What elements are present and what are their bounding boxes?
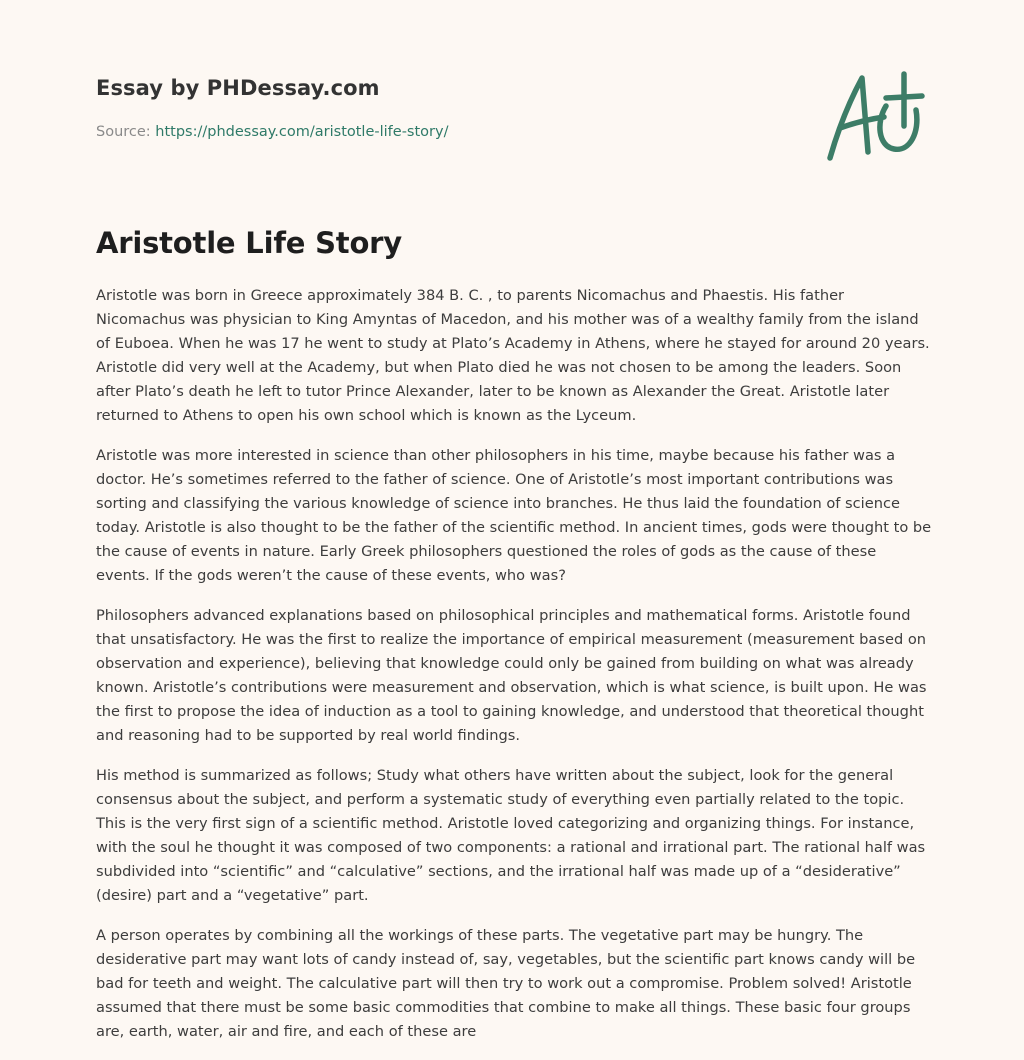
essay-paragraph: A person operates by combining all the workings of these parts. The vegetative part may be hungry. The desiderative part may want lots of candy instead of, say, vegetables, but the scientific part knows candy will be bad for teeth and weight. The calculative part will then try to work out a compromise. Problem solved! Aristotle assumed that there must be some basic commodities that combine to make all things. These basic four groups are, earth, water, air and fire, and each of these are [96,927,916,1040]
essay-title: Aristotle Life Story [96,226,402,260]
essay-paragraph: Aristotle was born in Greece approximately 384 B. C. , to parents Nicomachus and Phaestis. His father Nicomachus was physician to King Amyntas of Macedon, and his mother was of a wealthy family from the island of Euboea. When he was 17 he went to study at Plato’s Academy in Athens, where he stayed for around 20 years. Aristotle did very well at the Academy, but when Plato died he was not chosen to be among the leaders. Soon after Plato’s death he left to tutor Prince Alexander, later to be known as Alexander the Great. Aristotle later returned to Athens to open his own school which is known as the Lyceum. [96,287,930,424]
source-line [96,124,448,140]
a-plus-logo-icon [818,66,930,166]
site-brand: Essay by PHDessay.com [96,76,380,100]
essay-paragraph: Philosophers advanced explanations based on philosophical principles and mathematical forms. Aristotle found that unsatisfactory. He was the first to realize the importance of empirical measurement (measurement based on observation and experience), believing that knowledge could only be gained from building on what was already known. Aristotle’s contributions were measurement and observation, which is what science, is built upon. He was the first to propose the idea of induction as a tool to gaining knowledge, and understood that theoretical thought and reasoning had to be supported by real world findings. [96,607,927,744]
essay-paragraph: Aristotle was more interested in science than other philosophers in his time, maybe because his father was a doctor. He’s sometimes referred to the father of science. One of Aristotle’s most important contributions was sorting and classifying the various knowledge of science into branches. He thus laid the foundation of science today. Aristotle is also thought to be the father of the scientific method. In ancient times, gods were thought to be the cause of events in nature. Early Greek philosophers questioned the roles of gods as the cause of these events. If the gods weren’t the cause of these events, who was? [96,447,932,584]
source-link[interactable]: https://phdessay.com/aristotle-life-story/ [155,124,449,140]
essay-body [96,284,932,1060]
source-label: Source: [96,124,151,140]
essay-paragraph: His method is summarized as follows; Study what others have written about the subject, look for the general consensus about the subject, and perform a systematic study of everything even partially related to the topic. This is the very first sign of a scientific method. Aristotle loved categorizing and organizing things. For instance, with the soul he thought it was composed of two components: a rational and irrational part. The rational half was subdivided into “scientific” and “calculative” sections, and the irrational half was made up of a “desiderative” (desire) part and a “vegetative” part. [96,767,926,904]
